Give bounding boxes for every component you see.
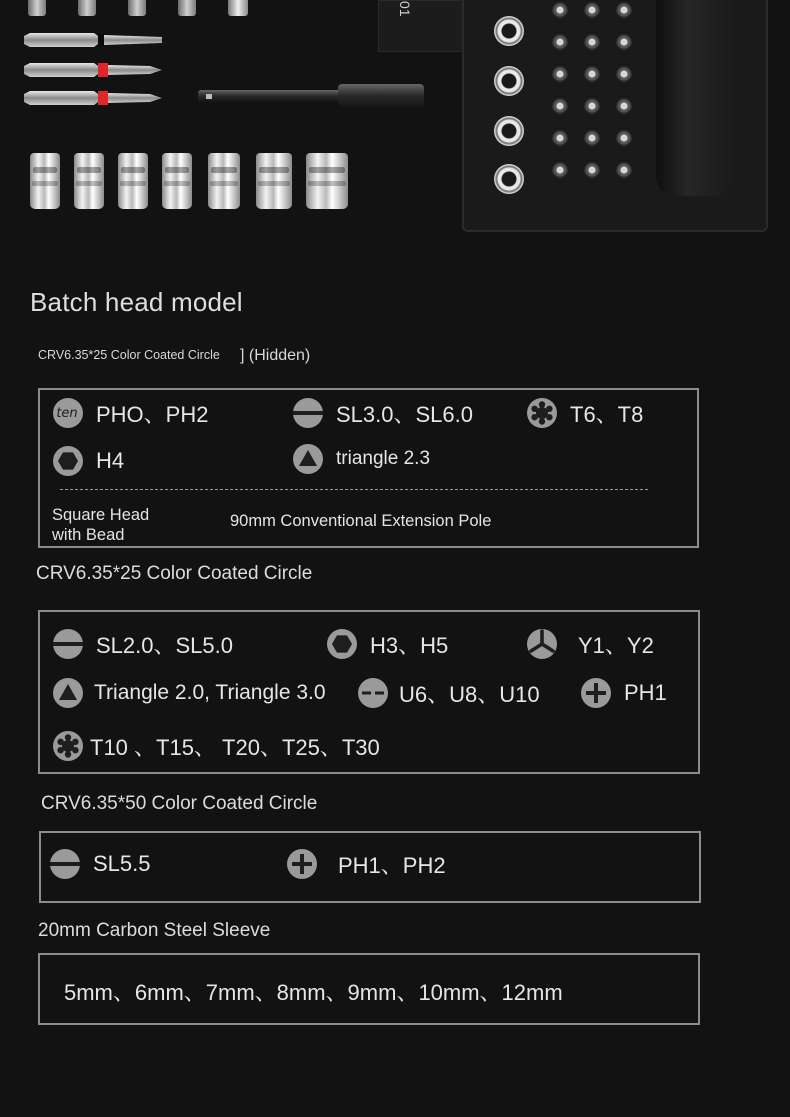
group3-heading: CRV6.35*50 Color Coated Circle	[41, 793, 318, 814]
bit-tip-image	[228, 0, 248, 16]
socket-image	[162, 153, 192, 209]
u-shape-icon	[357, 677, 389, 709]
group2-item-3	[52, 677, 326, 709]
case-lid-text: 01	[397, 1, 413, 17]
bit-tip-image	[178, 0, 196, 16]
case-bit-slot	[616, 34, 632, 50]
socket-image	[30, 153, 60, 209]
case-socket-slot	[494, 66, 524, 96]
group4-heading: 20mm Carbon Steel Sleeve	[38, 920, 271, 941]
group1-heading: CRV6.35*25 Color Coated Circle	[38, 348, 220, 362]
group3-item-0	[49, 848, 151, 880]
note-line: with Bead	[52, 526, 125, 544]
socket-image	[208, 153, 240, 209]
group1-item-label: PHO、PH2	[96, 401, 209, 427]
case-bit-slot	[552, 162, 568, 178]
group1-item-4	[292, 443, 430, 475]
phillips-icon	[286, 848, 318, 880]
case-bit-slot	[616, 162, 632, 178]
group1-heading-suffix: ] (Hidden)	[240, 347, 311, 364]
hex-icon	[52, 445, 84, 477]
group1-item-1	[292, 397, 473, 429]
case-bit-slot	[584, 2, 600, 18]
product-photo	[0, 0, 790, 240]
group2-item-label: T10 、T15、 T20、T25、T30	[90, 734, 380, 760]
note-line: Square Head	[52, 506, 150, 524]
case-bit-slot	[552, 34, 568, 50]
phillips-icon	[580, 677, 612, 709]
case-bit-slot	[584, 162, 600, 178]
tri-wing-icon	[526, 628, 558, 660]
case-bit-slot	[552, 2, 568, 18]
group2-item-0	[52, 628, 233, 660]
group1-item-label: T6、T8	[570, 401, 644, 427]
case-lid-image	[378, 0, 470, 52]
case-bit-slot	[584, 98, 600, 114]
long-bit-slotted-image	[24, 32, 164, 48]
group2-item-label: U6、U8、U10	[399, 681, 540, 707]
hex-icon	[326, 628, 358, 660]
storage-case-image	[462, 0, 768, 232]
group2-item-1	[326, 628, 448, 660]
group2-item-6	[52, 730, 380, 762]
extension-pole-image	[198, 84, 428, 110]
case-bit-slot	[616, 130, 632, 146]
case-bit-slot	[552, 66, 568, 82]
case-socket-slot	[494, 116, 524, 146]
sleeve-sizes: 5mm、6mm、7mm、8mm、9mm、10mm、12mm	[64, 980, 563, 1005]
group1-item-label: SL3.0、SL6.0	[336, 401, 473, 427]
socket-image	[256, 153, 292, 209]
socket-image	[306, 153, 348, 209]
group1-item-3	[52, 445, 124, 477]
case-bit-slot	[552, 130, 568, 146]
case-bit-slot	[552, 98, 568, 114]
group2-item-label: H3、H5	[370, 632, 449, 658]
case-socket-slot	[494, 164, 524, 194]
group1-note-right: 90mm Conventional Extension Pole	[230, 512, 492, 530]
screwdriver-handle-image	[656, 0, 734, 196]
group3-item-1	[286, 848, 446, 880]
case-bit-slot	[616, 98, 632, 114]
bit-tip-image	[128, 0, 146, 16]
group3-item-label: PH1、PH2	[338, 852, 446, 878]
ten-icon	[52, 397, 84, 429]
case-bit-slot	[584, 34, 600, 50]
group1-note-left	[52, 505, 149, 545]
divider-dashed	[60, 489, 648, 490]
group2-item-2	[526, 628, 654, 660]
bit-tip-image	[28, 0, 46, 16]
case-bit-slot	[616, 2, 632, 18]
slotted-icon	[52, 628, 84, 660]
group2-item-label: Y1、Y2	[578, 632, 654, 658]
torx-icon	[52, 730, 84, 762]
slotted-icon	[49, 848, 81, 880]
group3-item-label: SL5.5	[93, 851, 151, 876]
case-bit-slot	[584, 66, 600, 82]
socket-image	[118, 153, 148, 209]
group2-heading: CRV6.35*25 Color Coated Circle	[36, 563, 313, 584]
socket-image	[74, 153, 104, 209]
triangle-icon	[52, 677, 84, 709]
group1-item-0	[52, 397, 208, 429]
svg-text:ten: ten	[56, 406, 78, 421]
triangle-icon	[292, 443, 324, 475]
group1-item-2	[526, 397, 643, 429]
group2-item-label: SL2.0、SL5.0	[96, 632, 233, 658]
group2-item-label: PH1	[624, 680, 667, 705]
slotted-icon	[292, 397, 324, 429]
long-bit-phillips-image	[24, 90, 164, 106]
group1-item-label: H4	[96, 448, 125, 473]
bit-tip-image	[78, 0, 96, 16]
case-socket-slot	[494, 16, 524, 46]
torx-icon	[526, 397, 558, 429]
long-bit-phillips-image	[24, 62, 164, 78]
section-title: Batch head model	[30, 287, 243, 317]
group2-item-4	[357, 677, 540, 709]
group2-item-5	[580, 677, 667, 709]
group1-item-label: triangle 2.3	[336, 448, 431, 469]
case-bit-slot	[616, 66, 632, 82]
case-bit-slot	[584, 130, 600, 146]
group2-item-label: Triangle 2.0, Triangle 3.0	[94, 681, 326, 704]
